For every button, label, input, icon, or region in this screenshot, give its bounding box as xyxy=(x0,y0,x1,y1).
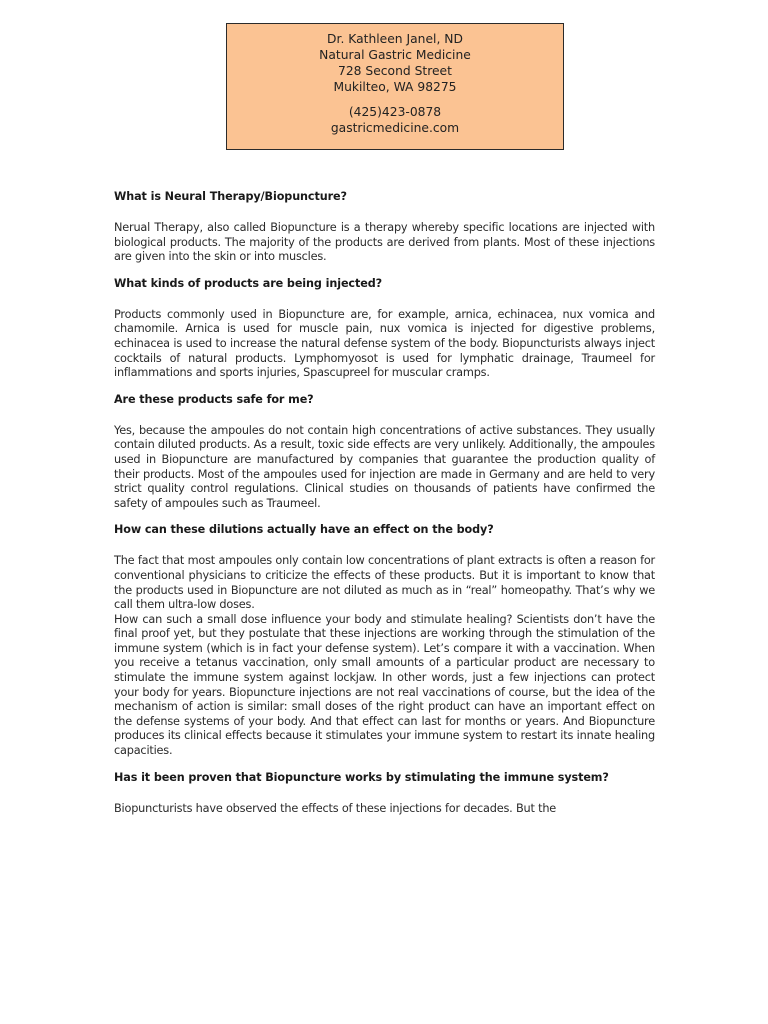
section-heading: Has it been proven that Biopuncture works by stimulating the immune system? xyxy=(114,770,609,784)
section-paragraph: Nerual Therapy, also called Biopuncture is a therapy whereby specific locations are injected with biological products. The majority of the products are derived from plants. Most of these injections are given into the skin or into muscles. xyxy=(114,221,655,264)
header-spacer xyxy=(227,95,563,104)
section-paragraph: Biopuncturists have observed the effects of these injections for decades. But the xyxy=(114,801,557,815)
section-paragraph: Yes, because the ampoules do not contain high concentrations of active substances. They usually contain diluted products. As a result, toxic side effects are very unlikely. Additionally, the ampoules used in Biopuncture are manufactured by companies that guarantee the production quality of their products. Most of the ampoules used for injection are made in Germany and are held to very strict quality control regulations. Clinical studies on thousands of patients have confirmed the safety of ampoules such as Traumeel. xyxy=(114,423,655,510)
phone-number: (425)423-0878 xyxy=(348,105,442,119)
section-paragraph: The fact that most ampoules only contain low concentrations of plant extracts is often a reason for conventional physicians to criticize the effects of these products. But it is important to know that the products used in Biopuncture are not diluted as much as in “real” homeopathy. That’s why we call them ultra-low doses. xyxy=(114,554,655,612)
doctor-name: Dr. Kathleen Janel, ND xyxy=(327,32,463,46)
practice-name: Natural Gastric Medicine xyxy=(319,48,471,62)
contact-header-box xyxy=(226,23,564,150)
street-address: 728 Second Street xyxy=(338,64,452,78)
section-heading: Are these products safe for me? xyxy=(114,392,314,406)
website[interactable]: gastricmedicine.com xyxy=(330,121,460,135)
section-paragraph: Products commonly used in Biopuncture are, for example, arnica, echinacea, nux vomica and chamomile. Arnica is used for muscle pain, nux vomica is injected for digestive problems, echinacea is used to increase the natural defense system of the body. Biopuncturists always inject cocktails of natural products. Lymphomyosot is used for lymphatic drainage, Traumeel for inflammations and sports injuries, Spascupreel for muscular cramps. xyxy=(114,307,655,380)
city-state-zip: Mukilteo, WA 98275 xyxy=(333,80,457,94)
document-body xyxy=(114,190,655,828)
section-heading: How can these dilutions actually have an effect on the body? xyxy=(114,523,494,537)
section-heading: What is Neural Therapy/Biopuncture? xyxy=(114,190,347,203)
section-paragraph: How can such a small dose influence your body and stimulate healing? Scientists don’t have the final proof yet, but they postulate that these injections are working through the stimulation of the immune system (which is in fact your defense system). Let’s compare it with a vaccination. When you receive a tetanus vaccination, only small amounts of a particular product are necessary to stimulate the immune system against lockjaw. In other words, just a few injections can protect your body for years. Biopuncture injections are not real vaccinations of course, but the idea of the mechanism of action is similar: small doses of the right product can have an important effect on the defense systems of your body. And that effect can last for months or years. And Biopuncture produces its clinical effects because it stimulates your immune system to restart its innate healing capacities. xyxy=(114,612,655,758)
section-heading: What kinds of products are being injected? xyxy=(114,276,382,290)
